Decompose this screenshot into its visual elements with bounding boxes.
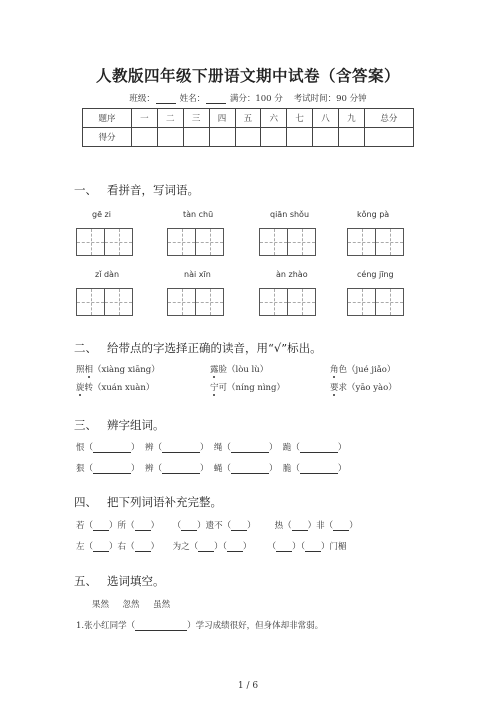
reading-item[interactable] (210, 363, 268, 375)
dotted-char: 旋 (76, 383, 85, 393)
exam-time: 考试时间：90 分钟 (293, 94, 367, 104)
char: 热 (274, 521, 284, 531)
grid-cell[interactable] (76, 288, 105, 316)
grid-cell[interactable] (104, 288, 133, 316)
grid-cell[interactable] (347, 288, 376, 316)
pinyin: nài xīn (184, 270, 211, 279)
section-3-heading (74, 417, 165, 433)
paren: （ (222, 542, 227, 552)
paren: ） (292, 542, 301, 552)
section-number: 一、 (74, 183, 97, 197)
answer-blank[interactable] (292, 521, 308, 531)
paren: ） (150, 542, 160, 552)
reading-options[interactable]: （níng nìng） (227, 383, 285, 393)
writing-grid[interactable] (348, 288, 404, 316)
grid-cell[interactable] (375, 288, 404, 316)
paren: （ (153, 464, 162, 474)
reading-item[interactable] (330, 381, 397, 393)
word-choice: 果然 (92, 600, 110, 610)
question-text: 1.张小红同学（ (76, 621, 136, 631)
paren: （ (189, 542, 199, 552)
score-table-header-row (83, 109, 414, 128)
char: 所 (117, 521, 127, 531)
reading-text: 脸 (218, 365, 228, 375)
pinyin: zǐ dàn (95, 270, 120, 279)
paren: （ (291, 443, 300, 453)
score-header-cell: 三 (183, 109, 209, 128)
reading-item[interactable] (210, 381, 285, 393)
grid-cell[interactable] (167, 228, 196, 256)
answer-blank[interactable] (198, 542, 214, 552)
grid-cell[interactable] (347, 228, 376, 256)
section-number: 三、 (74, 418, 97, 432)
answer-blank[interactable] (227, 542, 243, 552)
score-header-cell: 题序 (83, 109, 132, 128)
score-cell[interactable] (261, 128, 287, 147)
answer-blank[interactable] (93, 521, 109, 531)
score-header-cell: 四 (209, 109, 235, 128)
answer-blank[interactable] (305, 542, 321, 552)
section-5-heading (74, 573, 165, 589)
reading-text: 可 (218, 383, 228, 393)
paren: （ (291, 464, 300, 474)
answer-blank[interactable] (135, 542, 151, 552)
paren: （ (84, 464, 94, 474)
section-title: 看拼音，写词语。 (107, 183, 199, 197)
score-table-score-row (83, 128, 414, 147)
dotted-char: 相 (84, 365, 94, 375)
word-choices (92, 598, 170, 610)
compare-row (76, 462, 346, 474)
paren: ） (109, 542, 118, 552)
class-label: 班级： (129, 94, 155, 104)
score-header-cell: 一 (132, 109, 158, 128)
answer-blank[interactable] (162, 464, 200, 474)
section-title: 辨字组词。 (107, 418, 165, 432)
char: 恨 (76, 443, 85, 453)
reading-options[interactable]: （yāo yào） (347, 383, 397, 393)
score-header-cell: 五 (235, 109, 261, 128)
exam-info (0, 92, 496, 104)
answer-blank[interactable] (93, 542, 109, 552)
paren: ） (199, 443, 209, 453)
dotted-char: 角 (330, 365, 339, 375)
reading-text: 转 (84, 383, 94, 393)
paren: （ (283, 521, 292, 531)
answer-blank[interactable] (181, 521, 197, 531)
writing-grid[interactable] (168, 288, 224, 316)
char: 非 (316, 521, 325, 531)
answer-blank[interactable] (162, 443, 200, 453)
page-number: 1 / 6 (237, 681, 259, 691)
paren: ） (199, 464, 209, 474)
grid-cell[interactable] (167, 288, 196, 316)
paren: ） (268, 464, 278, 474)
reading-item[interactable] (76, 381, 154, 393)
char: 脆 (282, 464, 292, 474)
score-header-cell: 总分 (364, 109, 413, 128)
answer-blank[interactable] (93, 443, 131, 453)
paren: （ (153, 443, 162, 453)
pinyin: kǒng pà (357, 210, 390, 219)
reading-item[interactable] (330, 363, 395, 375)
answer-blank[interactable] (276, 542, 292, 552)
char: 若 (76, 521, 85, 531)
dotted-char: 露 (210, 365, 219, 375)
dotted-char: 宁 (210, 383, 219, 393)
reading-text: 色 (338, 365, 348, 375)
paren: ） (150, 521, 160, 531)
answer-blank[interactable] (300, 464, 338, 474)
writing-grid[interactable] (77, 228, 133, 256)
question-text: ）学习成绩很好，但身体却非常弱。 (187, 621, 324, 631)
grid-cell[interactable] (104, 228, 133, 256)
writing-grid[interactable] (168, 228, 224, 256)
char: 辨 (144, 443, 154, 453)
paren: ） (247, 521, 256, 531)
section-number: 四、 (74, 495, 97, 509)
char: 右 (117, 542, 127, 552)
score-cell[interactable] (235, 128, 261, 147)
paren: ） (109, 521, 118, 531)
score-cell[interactable] (364, 128, 413, 147)
score-header-cell: 七 (287, 109, 313, 128)
grid-cell[interactable] (195, 288, 224, 316)
paren: ） (337, 443, 347, 453)
grid-cell[interactable] (259, 228, 288, 256)
section-title: 把下列词语补充完整。 (107, 495, 222, 509)
paren: ） (197, 521, 206, 531)
grid-cell[interactable] (259, 288, 288, 316)
page-title: 人教版四年级下册语文期中试卷（含答案） (95, 66, 400, 85)
score-cell[interactable] (313, 128, 339, 147)
reading-text: 求 (338, 383, 348, 393)
answer-blank[interactable] (93, 464, 131, 474)
paren: （ (172, 521, 182, 531)
grid-cell[interactable] (195, 228, 224, 256)
answer-blank[interactable] (135, 521, 151, 531)
char: 遗不 (205, 521, 223, 531)
paren: ） (131, 464, 140, 474)
paren: ） (349, 521, 358, 531)
paren: （ (84, 542, 94, 552)
section-2-heading (74, 340, 322, 356)
writing-grid[interactable] (260, 288, 316, 316)
paren: （ (267, 542, 277, 552)
score-header-cell: 六 (261, 109, 287, 128)
score-cell[interactable] (339, 128, 365, 147)
paren: （ (222, 464, 231, 474)
char: 左 (76, 542, 85, 552)
paren: ） (320, 542, 330, 552)
paren: （ (84, 521, 94, 531)
section-number: 五、 (74, 574, 97, 588)
name-blank (206, 94, 226, 104)
paren: （ (84, 443, 94, 453)
paren: ） (242, 542, 252, 552)
answer-blank[interactable] (300, 443, 338, 453)
grid-cell[interactable] (287, 228, 316, 256)
score-cell[interactable] (287, 128, 313, 147)
grid-cell[interactable] (287, 288, 316, 316)
paren: （ (324, 521, 334, 531)
paren: （ (222, 521, 232, 531)
answer-blank[interactable] (231, 464, 269, 474)
answer-blank[interactable] (231, 521, 247, 531)
reading-options[interactable]: （jué jiǎo） (347, 365, 396, 375)
score-header-cell: 九 (339, 109, 365, 128)
paren: ） (214, 542, 223, 552)
writing-grid[interactable] (77, 288, 133, 316)
writing-grid[interactable] (348, 228, 404, 256)
section-title: 给带点的字选择正确的读音，用“√”标出。 (107, 341, 322, 355)
word-choice: 虽然 (153, 600, 171, 610)
score-header-cell: 二 (157, 109, 183, 128)
pinyin: qiān shǒu (270, 210, 310, 219)
idiom-row (76, 519, 358, 531)
pinyin: tàn chū (183, 210, 214, 219)
answer-blank[interactable] (333, 521, 349, 531)
reading-options[interactable]: （lòu lù） (227, 365, 269, 375)
compare-row (76, 441, 346, 453)
name-label: 姓名： (179, 94, 206, 104)
pinyin: àn zhào (276, 270, 308, 279)
score-cell[interactable] (183, 128, 209, 147)
score-table (82, 108, 414, 147)
pinyin: céng jīng (357, 270, 394, 279)
class-blank (156, 94, 176, 104)
answer-blank[interactable] (135, 621, 187, 631)
char: 为之 (172, 542, 190, 552)
section-1-heading (74, 182, 199, 198)
word-choice: 忽然 (122, 600, 140, 610)
score-cell[interactable] (157, 128, 183, 147)
paren: （ (300, 542, 305, 552)
full-score: 满分：100 分 (229, 94, 283, 104)
idiom-row (76, 540, 346, 552)
dotted-char: 要 (330, 383, 339, 393)
reading-item[interactable] (76, 363, 160, 375)
char: 门楣 (329, 542, 347, 552)
score-cell[interactable] (209, 128, 235, 147)
char: 辨 (144, 464, 154, 474)
paren: ） (307, 521, 317, 531)
reading-options[interactable]: （xuán xuàn） (93, 383, 155, 393)
paren: （ (222, 443, 231, 453)
question-5-1 (76, 619, 323, 631)
grid-cell[interactable] (76, 228, 105, 256)
paren: （ (126, 542, 135, 552)
paren: ） (131, 443, 140, 453)
pinyin: gē zi (92, 210, 111, 219)
score-cell[interactable] (132, 128, 158, 147)
char: 蝇 (213, 464, 223, 474)
grid-cell[interactable] (375, 228, 404, 256)
reading-text: 照 (76, 365, 85, 375)
score-header-cell: 八 (313, 109, 339, 128)
reading-options[interactable]: （xiàng xiāng） (93, 365, 160, 375)
paren: ） (268, 443, 278, 453)
section-4-heading (74, 494, 222, 510)
answer-blank[interactable] (231, 443, 269, 453)
char: 狠 (76, 464, 85, 474)
paren: （ (126, 521, 135, 531)
section-number: 二、 (74, 341, 97, 355)
char: 绳 (213, 443, 223, 453)
paren: ） (337, 464, 347, 474)
writing-grid[interactable] (260, 228, 316, 256)
score-row-label: 得分 (83, 128, 132, 147)
char: 跪 (282, 443, 292, 453)
section-title: 选词填空。 (107, 574, 165, 588)
